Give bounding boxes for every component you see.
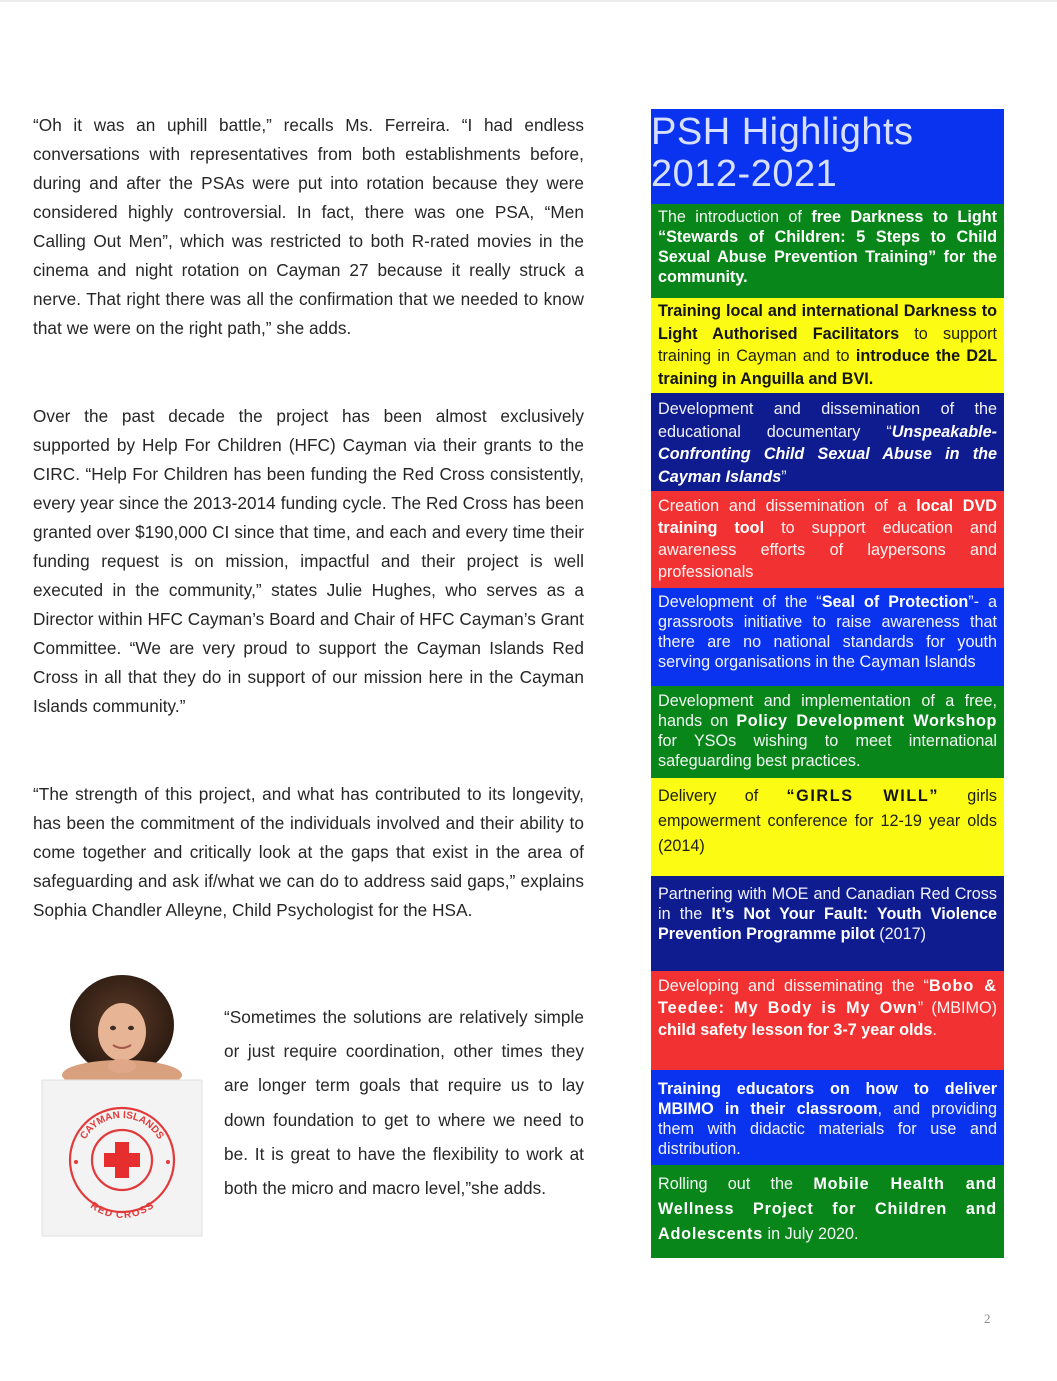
highlight-item: Development of the “Seal of Protection”- a grassroots initiative to raise awareness that there are no national standards for youth serving organisations in the Cayman Islands [651, 588, 1004, 686]
child-with-red-cross-sign-photo [40, 970, 204, 1237]
page-number: 2 [984, 1311, 991, 1326]
highlight-item: Delivery of “GIRLS WILL” girls empowerment conference for 12-19 year olds (2014) [651, 778, 1004, 876]
article-paragraph: Over the past decade the project has been almost exclusively supported by Help For Children (HFC) Cayman via their grants to the CIRC. “Help For Children has been funding the Red Cross consistently, every year since the 2013-2014 funding cycle. The Red Cross has been granted over $190,000 CI since that time, and each and every time their funding request is on mission, impactful and their project is well executed in the community,” states Julie Hughes, who serves as a Director within HFC Cayman’s Board and Chair of HFC Cayman’s Grant Committee. “We are very proud to support the Cayman Islands Red Cross in all that they do in support of our mission here in the Cayman Islands community.” [33, 406, 584, 716]
highlight-item: Training local and international Darkness to Light Authorised Facilitators to support training in Cayman and to introduce the D2L training in Anguilla and BVI. [651, 298, 1004, 393]
highlight-item: Creation and dissemination of a local DVD training tool to support education and awareness efforts of laypersons and professionals [651, 491, 1004, 588]
highlight-item: The introduction of free Darkness to Light “Stewards of Children: 5 Steps to Child Sexual Abuse Prevention Training” for the community. [651, 204, 1004, 298]
logo-text-bottom: RED CROSS [88, 1200, 156, 1222]
article-paragraph: “The strength of this project, and what has contributed to its longevity, has been the commitment of the individuals involved and their ability to come together and critically look at the gaps that exist in the area of safeguarding and ask if/what we can do to address said gaps,” explains Sophia Chandler Alleyne, Child Psychologist for the HSA. [33, 784, 584, 920]
highlights-title: PSH Highlights [651, 111, 914, 153]
article-paragraph: “Sometimes the solutions are relatively simple or just require coordination, other times they are longer term goals that require us to lay down foundation to get to where we need to be. It is great to have the flexibility to work at both the micro and macro level,”she adds. [224, 1007, 584, 1199]
face [98, 1003, 146, 1061]
top-rule [0, 0, 1057, 2]
logo-text-top: CAYMAN ISLANDS [78, 1109, 166, 1142]
article-paragraph: “Oh it was an uphill battle,” recalls Ms. Ferreira. “I had endless conversations with representatives from both establishments before, during and after the PSAs were put into rotation because they were considered highly controversial. In fact, there was one PSA, “Men Calling Out Men”, which was restricted to both R-rated movies in the cinema and night rotation on Cayman 27 because it really struck a nerve. That right there was all the confirmation that we needed to know that we were on the right path,” she adds. [33, 115, 584, 338]
highlight-item: Rolling out the Mobile Health and Wellness Project for Children and Adolescents in July 2020. [651, 1165, 1004, 1258]
highlight-item: Development and dissemination of the educational documentary “Unspeakable-Confronting Child Sexual Abuse in the Cayman Islands” [651, 393, 1004, 491]
highlight-item: Partnering with MOE and Canadian Red Cross in the It’s Not Your Fault: Youth Violence Prevention Programme pilot (2017) [651, 876, 1004, 971]
highlights-years: 2012-2021 [651, 153, 838, 195]
highlight-item: Development and implementation of a free, hands on Policy Development Workshop for YSOs wishing to meet international safeguarding best practices. [651, 686, 1004, 778]
highlight-item: Training educators on how to deliver MBIMO in their classroom, and providing them with didactic materials for use and distribution. [651, 1070, 1004, 1165]
highlight-item: Developing and disseminating the “Bobo & Teedee: My Body is My Own” (MBIMO) child safety lesson for 3-7 year olds. [651, 971, 1004, 1070]
highlights-title-box [651, 109, 1004, 204]
highlights-panel [651, 109, 1004, 1258]
